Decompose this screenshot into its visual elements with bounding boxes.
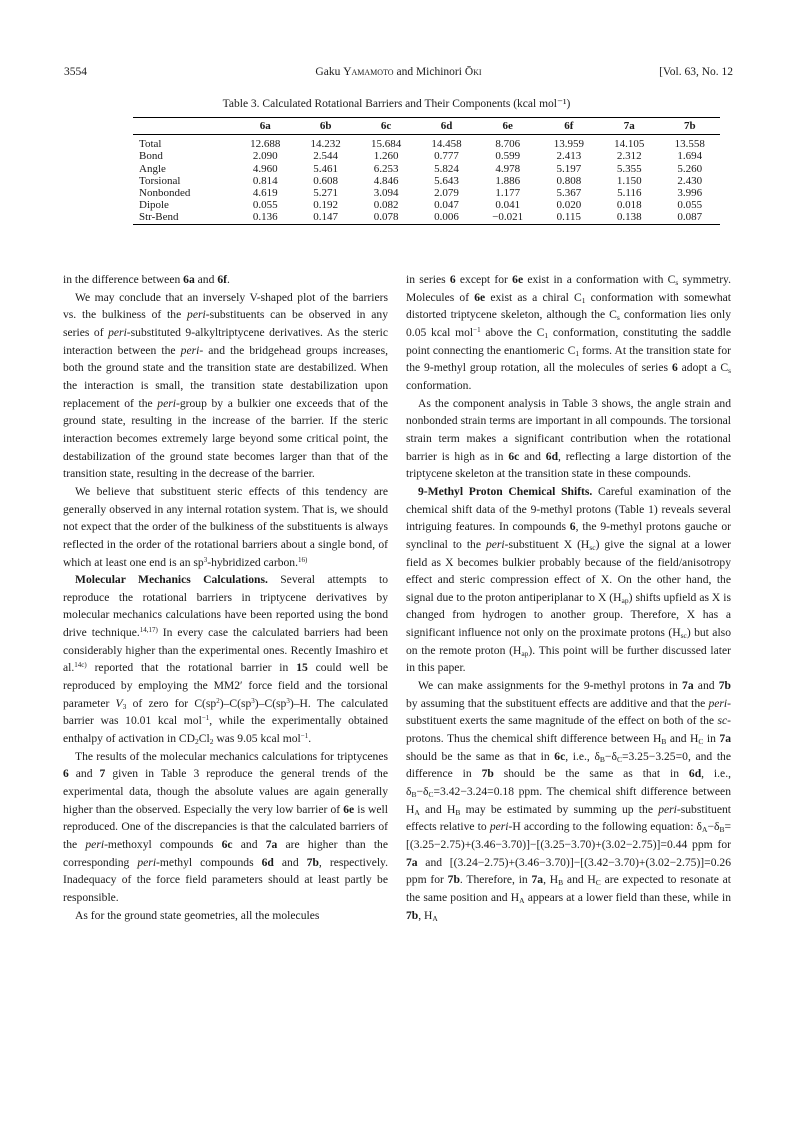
text-run: 6 [449, 273, 456, 286]
text-run: C [595, 878, 601, 888]
text-run: and [519, 449, 546, 463]
text-run: B [455, 807, 461, 817]
text-run: 6e [343, 802, 355, 816]
text-run: −δ [707, 820, 720, 834]
text-run: Ōki [464, 66, 482, 78]
paragraph [63, 907, 388, 925]
text-run: 3 [251, 696, 255, 705]
text-run: - and the bridgehead groups increases, both the ground state and the transition state are destabilized. When the interaction is small, the transition state destabilization upon replacement of the [63, 343, 388, 410]
row-label: Bond [139, 150, 163, 163]
text-run: except for [455, 273, 513, 286]
text-run: As for the ground state geometries, all the molecules [75, 908, 320, 922]
text-run: B [599, 754, 605, 764]
table-cell: 0.020 [556, 199, 582, 212]
text-run: 6a [183, 273, 195, 286]
text-run: -hybridized carbon. [207, 555, 298, 569]
table-cell: 12.688 [250, 138, 281, 151]
text-run: -substituent X (H [504, 537, 590, 551]
table-cell: 5.461 [313, 162, 339, 175]
text-run: A [519, 895, 525, 905]
text-run: 6c [554, 749, 566, 763]
paragraph [406, 271, 731, 395]
text-run: above the C [480, 325, 545, 339]
text-run: and [693, 679, 719, 693]
text-run: exist in a conformation with C [523, 273, 676, 286]
text-run: C [428, 790, 434, 800]
text-run: , H [543, 873, 559, 887]
table-cell: 0.047 [434, 199, 459, 212]
text-run: peri [485, 537, 505, 551]
text-run: C [616, 754, 622, 764]
text-run: ) but also on the remote proton (H [406, 626, 731, 657]
text-run: ) shifts upfield as X is changed from hydrogen to another group. Therefore, X has a significant influence not only on the proximate protons (H [406, 590, 731, 640]
table-caption: Table 3. Calculated Rotational Barriers and Their Components (kcal mol⁻¹) [222, 98, 571, 110]
text-run: by assuming that the substituent effects are additive and that the [406, 696, 709, 710]
table-3 [133, 117, 720, 225]
text-run: symmetry. Molecules of [406, 273, 731, 304]
text-run: is well reproduced. One of the discrepancies is that the calculated barriers of the [63, 802, 388, 851]
text-run: conformation with somewhat distorted triptycene skeleton, although the C [406, 290, 732, 322]
table-cell: 0.078 [373, 211, 399, 224]
text-run: 6 [671, 361, 678, 375]
text-run: peri [108, 325, 127, 339]
text-run: in the difference between [63, 273, 184, 286]
running-header [64, 66, 733, 84]
text-run: , respectively. Inadequacy of the force field parameters should at least partly be responsible. [63, 855, 388, 904]
table-cell: 0.055 [252, 199, 278, 212]
text-run: )–C(sp [254, 696, 287, 710]
table-cell: 15.684 [370, 138, 402, 151]
text-run: -substituent exerts the same magnitude of the effect on both of the [406, 696, 731, 728]
text-run: 6c [508, 449, 520, 463]
text-run: 6d [688, 767, 702, 781]
text-run: should be the same as that in [406, 749, 555, 763]
text-run: ap [521, 648, 529, 658]
text-run: Careful examination of the chemical shift data of the 9-methyl protons (Table 1) reveals several intriguing features. In compounds [406, 484, 731, 534]
text-run: C [698, 737, 704, 747]
text-run: 7a [406, 855, 418, 869]
left-column [63, 271, 388, 924]
text-run: and [393, 66, 416, 78]
text-run: 16) [297, 555, 308, 564]
table-row [133, 175, 720, 187]
table-cell: 4.978 [495, 162, 521, 175]
text-run: A [432, 913, 438, 923]
text-run: =3.42−3.24=0.18 ppm. The chemical shift difference between H [406, 785, 731, 816]
text-run: 6e [512, 273, 524, 286]
text-run: -substituted 9-alkyltriptycene derivatives. As the steric interaction between the [63, 325, 388, 357]
text-run: and [273, 855, 307, 869]
table-cell: 2.090 [252, 150, 278, 163]
text-run: , reflecting a large distortion of the triptycene skeleton at the transition state in these compounds. [406, 449, 731, 481]
table-header-cell: 6f [564, 120, 574, 132]
row-label: Nonbonded [139, 187, 191, 200]
text-run: peri [180, 343, 200, 357]
text-run: forms. At the transition state for the 9-methyl group rotation, all the molecules of series [406, 343, 731, 375]
text-run: B [558, 878, 564, 888]
table-cell: 2.079 [434, 187, 459, 200]
table-cell: 0.138 [616, 211, 642, 224]
text-run: may be estimated by summing up the [460, 802, 659, 816]
table-cell: 0.082 [373, 199, 399, 212]
text-run: s [675, 278, 679, 287]
text-run: =[(3.25−2.75)+(3.46−3.70)]−[(3.25−3.70)+(3.02−2.75)]=0.44 ppm for [406, 820, 732, 851]
text-run: conformation lies only 0.05 kcal mol [406, 308, 732, 339]
table-body [133, 135, 720, 224]
text-run: s [616, 313, 620, 323]
text-run: . Therefore, in [459, 873, 532, 887]
text-run: A [414, 807, 420, 817]
text-run: −1 [300, 732, 309, 741]
text-run: We may conclude that an inversely V-shaped plot of the barriers vs. the bulkiness of the [63, 290, 388, 322]
table-header-cell: 6e [502, 120, 513, 132]
text-run: , i.e., δ [406, 767, 731, 799]
table-cell: 0.147 [313, 211, 339, 224]
table-row [133, 163, 720, 175]
table-cell: 1.260 [373, 150, 399, 163]
paragraph [63, 289, 388, 483]
text-run: 1 [581, 295, 586, 305]
paragraph [406, 395, 731, 483]
text-run: adopt a C [677, 361, 729, 375]
text-run: -substituent effects relative to [406, 802, 731, 834]
text-run: Several attempts to reproduce the rotational barriers in triptycene derivatives by molecular mechanics calculations have been reported using the bond drive technique. [63, 573, 388, 640]
text-run: -H according to the following equation: δ [508, 820, 703, 834]
table-cell: 5.260 [677, 162, 703, 175]
text-run: peri [85, 838, 105, 851]
table-cell: 5.116 [617, 187, 642, 200]
text-run: 2 [195, 737, 199, 747]
text-run: 1 [544, 330, 549, 340]
row-label: Dipole [139, 199, 169, 212]
text-run: B [719, 825, 725, 835]
text-run: conformation. [406, 378, 472, 392]
text-run: −1 [473, 325, 481, 334]
row-label: Str-Bend [139, 211, 179, 224]
text-run: 3 [286, 696, 290, 705]
text-run: 7 [99, 767, 106, 781]
table-cell: 14.105 [614, 138, 645, 151]
table-header-cell: 6c [380, 120, 392, 132]
text-run: 6d [545, 449, 559, 463]
text-run: . [226, 273, 230, 286]
text-run: A [702, 825, 708, 835]
text-run: -methyl compounds [156, 855, 262, 869]
text-run: , i.e., δ [565, 749, 600, 763]
table-cell: 5.197 [556, 162, 582, 175]
text-run: 7b [481, 767, 494, 781]
text-run: −1 [201, 714, 210, 723]
table-cell: 0.808 [556, 174, 582, 187]
table-cell: 0.608 [313, 174, 339, 187]
text-run: 7b [447, 873, 460, 887]
text-run: B [661, 737, 667, 747]
text-run: -group by a bulkier one exceeds that of the ground state, resulting in the increase of the barrier. If the steric interaction becomes extremely large beyond some critical point, the destabilization of the ground state becomes larger than that of the transition state, resulting in the decrease of the barrier. [63, 396, 388, 481]
table-cell: 0.777 [434, 150, 459, 163]
table-row [133, 135, 720, 151]
table-cell: 1.177 [495, 187, 521, 200]
text-run: in series [406, 273, 450, 286]
table-cell: 5.824 [434, 162, 459, 175]
text-run: 15 [296, 661, 308, 675]
text-run: and [(3.24−2.75)+(3.46−3.70)]−[(3.42−3.70)+(3.02−2.75)]=0.26 ppm for [406, 855, 731, 887]
text-run: =3.25−3.25=0, and the difference in [406, 749, 731, 781]
text-run: are expected to resonate at the same position and H [406, 873, 731, 904]
text-run: −δ [604, 749, 617, 763]
text-run: of zero for C(sp [126, 696, 217, 710]
page-number: 3554 [64, 66, 87, 78]
table-cell: 8.706 [495, 138, 521, 151]
text-run: could well be reproduced by employing the MM2′ force field and the torsional parameter [63, 661, 388, 710]
text-run: -methoxyl compounds [104, 838, 222, 851]
text-run: and H [563, 873, 596, 887]
text-run: and H [419, 802, 456, 816]
table-row [133, 211, 720, 224]
text-run: peri [658, 802, 677, 816]
table-cell: 5.643 [434, 174, 459, 187]
table-header-empty [133, 118, 235, 135]
table-header-cell: 6a [259, 120, 271, 132]
table-cell: 1.694 [677, 150, 703, 163]
text-run: 7a [719, 732, 731, 746]
table-cell: 5.271 [313, 187, 339, 200]
text-run: Gaku [315, 66, 344, 78]
text-run: )–C(sp [219, 696, 252, 710]
text-run: In every case the calculated barriers had been considerably higher than the experimental ones. Recently Imashiro et al. [63, 626, 388, 675]
text-run: 3 [203, 555, 208, 564]
table-row [133, 199, 720, 211]
text-run: , H [418, 908, 433, 922]
text-run: 14,17) [139, 626, 158, 635]
text-run: 6 [569, 520, 576, 534]
text-run: peri [708, 696, 728, 710]
table-cell: 0.055 [677, 199, 703, 212]
text-run: 6 [63, 767, 69, 781]
authors [64, 66, 733, 78]
table-cell: 0.192 [313, 199, 339, 212]
text-run: and H [666, 732, 699, 746]
text-run: , while the experimentally obtained enthalpy of activation in CD [63, 714, 388, 746]
paragraph [63, 748, 388, 907]
text-run: s [728, 366, 731, 376]
table-cell: 4.960 [252, 162, 278, 175]
text-run: We believe that substituent steric effects of this tendency are generally observed in any internal rotation system. That is, we should not expect that the order of the bulkiness of the substituents is always reflected in the order of the rotational barriers about a single bond, of which at least one end is an sp [63, 484, 388, 569]
text-run: peri [137, 855, 157, 869]
row-label: Torsional [139, 174, 181, 187]
text-run: 2 [216, 696, 220, 705]
text-run: and [194, 273, 218, 286]
text-run: As the component analysis in Table 3 shows, the angle strain and nonbonded strain terms are important in all compounds. The torsional strain term makes a significant contribution when the rotational barrier is high as in [406, 396, 731, 463]
text-run: V [115, 696, 123, 710]
text-run: 7a [265, 838, 278, 851]
paragraph [406, 483, 731, 677]
row-label: Total [139, 138, 162, 151]
text-run: -substituents can be observed in any series of [63, 308, 389, 339]
table-header-cell: 7b [683, 120, 696, 132]
section-heading: 9-Methyl Proton Chemical Shifts. [418, 484, 593, 498]
text-run: The results of the molecular mechanics calculations for triptycenes [75, 749, 388, 763]
text-run: −δ [416, 785, 429, 799]
text-run: )–H. The calculated barrier was 10.01 kcal mol [63, 696, 388, 728]
text-run: and [232, 838, 266, 851]
text-run: 6c [221, 838, 233, 851]
text-run: 2 [209, 737, 214, 747]
text-run: 7b [718, 679, 731, 693]
volume-info: [Vol. 63, No. 12 [659, 66, 733, 78]
table-cell: 5.367 [556, 187, 582, 200]
table-cell: 2.413 [556, 150, 582, 163]
text-run: 14c) [74, 661, 87, 670]
text-run: should be the same as that in [493, 767, 689, 781]
table-cell: 3.094 [373, 187, 399, 200]
text-run: Michinori [415, 66, 465, 78]
table-header-cell: 7a [623, 120, 635, 132]
text-run: appears at a lower field than these, while in [524, 890, 731, 904]
table-cell: 2.312 [616, 150, 642, 163]
text-run: 7b [406, 908, 419, 922]
text-run: sc [680, 631, 687, 641]
table-cell: 6.253 [373, 162, 399, 175]
text-run: sc [717, 714, 728, 728]
paragraph [63, 483, 388, 571]
text-run: was 9.05 kcal mol [213, 732, 301, 746]
text-run: , the 9-methyl protons gauche or synclinal to the [406, 520, 731, 551]
table-cell: 1.150 [616, 174, 642, 187]
table-row [133, 187, 720, 199]
text-run: conformation, constituting the saddle point connecting the enantiomeric C [406, 325, 731, 357]
table-cell: 0.115 [556, 211, 582, 224]
text-run: exist as a chiral C [485, 290, 582, 304]
table-row [133, 150, 720, 162]
text-run: 7a [682, 679, 694, 693]
table-cell: 2.544 [313, 150, 339, 163]
text-run: peri [157, 396, 176, 410]
text-run: given in Table 3 reproduce the general trends of the experimental data, though the absolute values are again generally higher than the observed. Especially the very low barrier of [63, 767, 388, 816]
table-header-cell: 6b [319, 120, 332, 132]
table-cell: 0.087 [677, 211, 703, 224]
table-cell: −0.021 [492, 211, 524, 224]
table-cell: 0.136 [252, 211, 278, 224]
text-run: . [308, 732, 312, 746]
table-cell: 2.430 [677, 174, 703, 187]
text-run: We can make assignments for the 9-methyl protons in [418, 679, 683, 693]
table-cell: 0.599 [495, 150, 521, 163]
text-run: 3 [122, 701, 127, 711]
paragraph [406, 677, 731, 924]
table-cell: 0.006 [434, 211, 459, 224]
text-run: 1 [575, 348, 580, 358]
paragraph [63, 271, 388, 289]
text-run: in [703, 732, 720, 746]
paragraph [63, 571, 388, 748]
table-cell: 13.558 [674, 138, 705, 151]
text-run: 6e [474, 290, 486, 304]
text-run: sc [589, 542, 596, 552]
table-cell: 0.814 [252, 174, 278, 187]
table-cell: 14.232 [310, 138, 341, 151]
table-cell: 3.996 [677, 187, 703, 200]
table-cell: 1.886 [495, 174, 521, 187]
text-run: are higher than the corresponding [63, 838, 389, 869]
text-run: Cl [198, 732, 210, 746]
table-cell: 5.355 [616, 162, 642, 175]
section-heading: Molecular Mechanics Calculations. [75, 573, 268, 587]
text-run: 7a [531, 873, 544, 887]
table-cell: 14.458 [431, 138, 462, 151]
table-cell: 13.959 [553, 138, 584, 151]
text-run: and [68, 767, 100, 781]
text-run: reported that the rotational barrier in [86, 661, 297, 675]
text-run: 6f [217, 273, 227, 286]
row-label: Angle [139, 162, 166, 175]
table-header-row [133, 118, 720, 135]
table-cell: 4.846 [373, 174, 399, 187]
text-run: peri [187, 308, 206, 322]
text-run: ). This point will be further discussed later in this paper. [406, 643, 731, 675]
text-run: -protons. Thus the chemical shift difference between H [406, 714, 731, 746]
text-run: 6d [261, 855, 274, 869]
table-cell: 0.018 [616, 199, 642, 212]
table-header-cell: 6d [440, 120, 453, 132]
text-run: Yamamoto [343, 66, 394, 78]
text-run: ap [621, 595, 629, 605]
text-run: ) give the signal at a lower field as X becomes bulkier probably because of the field/anisotropy effect and steric compression effect of X. On the other hand, the signal due to the proton antiperiplanar to X (H [406, 537, 731, 604]
table-cell: 4.619 [252, 187, 278, 200]
text-run: peri [489, 820, 509, 834]
text-run: B [411, 790, 417, 800]
table-cell: 0.041 [495, 199, 521, 212]
right-column [406, 271, 731, 924]
text-run: 7b [306, 855, 319, 869]
